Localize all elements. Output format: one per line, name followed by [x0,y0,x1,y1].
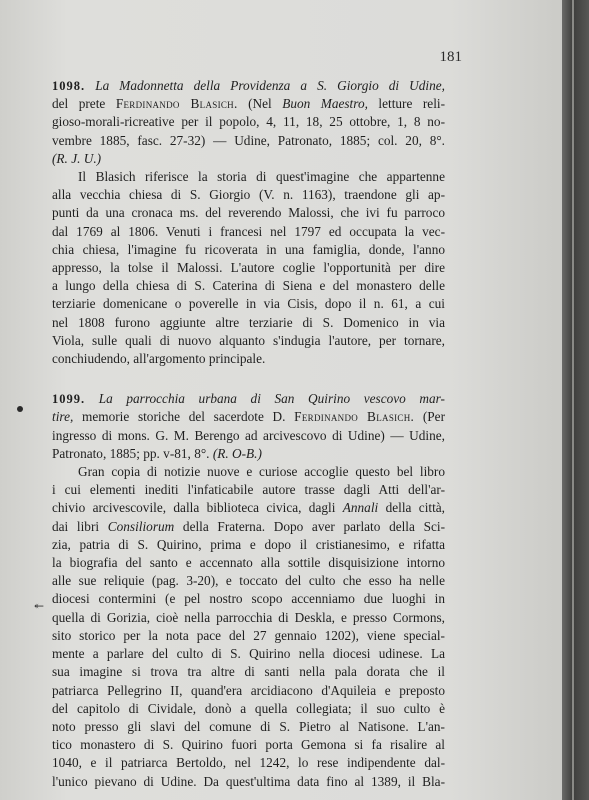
entry-gap [52,368,445,390]
text-line: alle sue reliquie (pag. 3-20), e toccato del culto che esso ha nelle [52,573,445,589]
text-line: patriarca Pellegrino II, quand'era arcidiacono d'Aquileia e preposto [52,682,445,698]
text-line: a lungo della chiesa di S. Caterina di Siena e del monastero delle [52,278,445,294]
text-line: 1040, e il patriarca Bertoldo, nel 1242, lo rese indipendente dal- [52,755,445,771]
book-gutter [562,0,589,800]
text-line: noto presso gli slavi del comune di S. Pietro al Natisone. L'an- [52,718,445,734]
text-line: punti da una cronaca ms. del reverendo Malossi, che ivi fu parroco [52,205,445,221]
text-line: Viola, sulle quali di nuovo alquanto s'indugia l'autore, per tornare, [52,332,445,348]
text-line: nel 1808 furono aggiunte altre terziarie di S. Domenico in via [52,314,445,330]
text-line: gioso-morali-ricreative per il popolo, 4, 11, 18, 25 ottobre, 1, 8 no- [52,114,445,130]
text-line: quella di Gorizia, cioè nella parrocchia di Deskla, e presso Cormons, [52,609,445,625]
text-line: conchiudendo, all'argomento principale. [52,351,266,367]
text-line: 1099. La parrocchia urbana di San Quirino vescovo mar- [52,391,445,407]
margin-pencil-mark: ↞ [34,599,45,613]
text-line: del prete Ferdinando Blasich. (Nel Buon Maestro, letture reli- [52,96,446,112]
text-line: dal 1769 al 1806. Venuti i francesi nel 1797 ed occupata la vec- [52,223,445,239]
text-line: sua imagine si trova tra altre di santi nella pala dorata che il [52,664,445,680]
text-line: Patronato, 1885; pp. v-81, 8°. (R. O-B.) [52,445,262,461]
text-line: sito storico per la nota pace del 27 gennaio 1202), viene special- [52,627,445,643]
text-line: 1098. La Madonnetta della Providenza a S. Giorgio di Udine, [52,78,446,93]
page-body-text [52,77,445,791]
text-line: diocesi contermini (e pel nostro scopo accenniamo due luoghi in [52,591,445,607]
text-line: terziarie domenicane o poverelle in via Cisis, dopo il n. 61, a cui [52,296,445,312]
text-line: alla vecchia chiesa di S. Giorgio (V. n. 1163), traendone gli ap- [52,187,445,203]
text-line: Gran copia di notizie nuove e curiose accoglie questo bel libro [78,464,445,480]
text-line: (R. J. U.) [52,150,102,166]
page-edge [572,0,574,800]
text-line: i cui elementi inediti l'infaticabile autore trasse dagli Atti dell'ar- [52,482,445,498]
margin-dot-mark [17,406,23,412]
text-line: chivio arcivescovile, dalla biblioteca civica, dagli Annali della città, [52,500,445,516]
text-line: Il Blasich riferisce la storia di quest'imagine che appartenne [78,169,445,185]
text-line: tico monastero di S. Quirino fuori porta Gemona si fa risalire al [52,737,445,753]
text-line: la biografia del santo e accennato alla sottile disquisizione intorno [52,555,445,571]
text-line: mente a parlare del culto di S. Quirino nella diocesi udinese. La [52,646,445,662]
text-line: l'unico pievano di Udine. Da quest'ultima data fino al 1389, il Bla- [52,773,445,789]
text-line: ingresso di mons. G. M. Berengo ad arcivescovo di Udine) — Udine, [52,427,445,443]
text-line: appresso, la tolse il Malossi. L'autore coglie l'opportunità per dire [52,260,445,276]
text-line: vembre 1885, fasc. 27-32) — Udine, Patronato, 1885; col. 20, 8°. [52,132,445,148]
text-line: dai libri Consiliorum della Fraterna. Dopo aver parlato della Sci- [52,518,445,534]
text-line: del capitolo di Cividale, donò a quella collegiata; il suo culto è [52,700,445,716]
page-number: 181 [439,49,462,65]
text-line: tire, memorie storiche del sacerdote D. Ferdinando Blasich. (Per [52,409,446,425]
text-line: zia, patria di S. Quirino, prima e dopo il cristianesimo, e rifatta [52,536,445,552]
text-line: chia chiesa, l'imagine fu ricoverata in una famiglia, donde, l'anno [52,241,445,257]
